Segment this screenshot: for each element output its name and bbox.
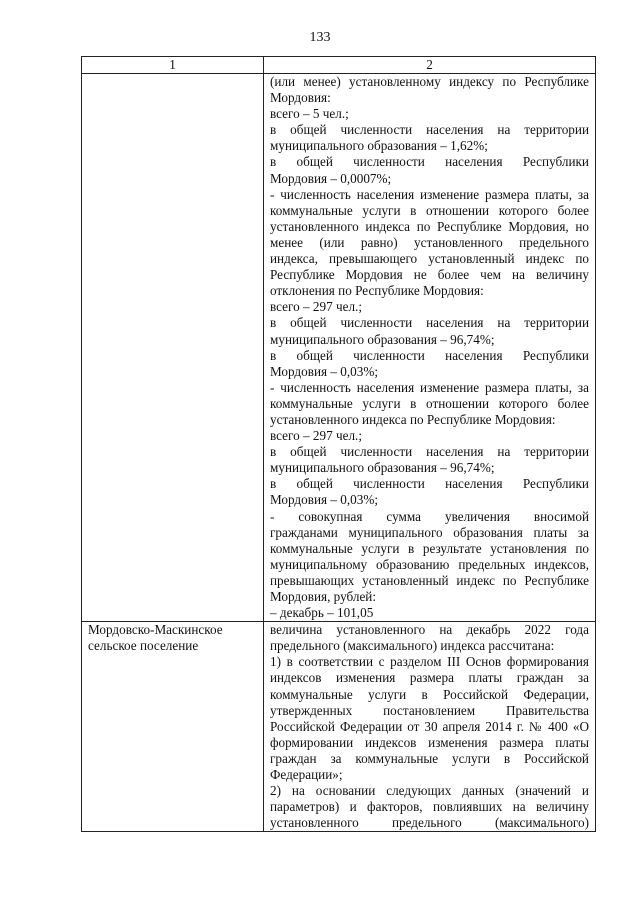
text-line: – декабрь – 101,05 <box>270 605 374 621</box>
text-line: сельское поселение <box>88 638 199 654</box>
text-line: коммунальные услуги в Российской Федерации, <box>270 686 589 702</box>
text-line: Федерации»; <box>270 767 343 783</box>
page-number: 133 <box>309 30 331 45</box>
text-line: параметров) и факторов, повлиявших на величину <box>270 799 589 815</box>
text-line: (или менее) установленному индексу по Республике <box>270 74 589 89</box>
text-line: утвержденных постановлением Правительства <box>270 702 589 718</box>
text-line: Республике Мордовия не более чем на величину <box>270 267 589 283</box>
text-line: коммунальные услуги в результате установления по <box>270 540 589 556</box>
text-line: муниципального образования – 96,74%; <box>270 460 495 476</box>
text-line: менее (или равно) установленного предельного <box>270 234 589 250</box>
cell-municipality <box>82 74 264 622</box>
column-header-2: 2 <box>264 57 596 74</box>
table-row <box>82 622 596 832</box>
text-line: установленного индекса по Республике Мордовия, но <box>270 218 589 234</box>
text-line: всего – 297 чел.; <box>270 299 362 315</box>
text-line: муниципального образования – 1,62%; <box>270 138 488 154</box>
text-line: коммунальные услуги в отношении которого более <box>270 202 589 218</box>
cell-description <box>264 622 596 832</box>
text-line: - совокупная сумма увеличения вносимой <box>270 508 589 524</box>
text-line: всего – 297 чел.; <box>270 428 362 444</box>
text-line: установленного индекса по Республике Мордовия: <box>270 411 556 427</box>
text-line: Мордовско-Маскинское <box>88 622 223 638</box>
text-line: предельного (максимального) индекса рассчитана: <box>270 638 555 654</box>
text-line: в общей численности населения Республики <box>270 154 589 170</box>
text-line: муниципального образования – 96,74%; <box>270 331 495 347</box>
text-line: установленного предельного (максимального) <box>270 815 589 831</box>
text-line: в общей численности населения на территории <box>270 122 589 138</box>
document-table <box>81 56 596 832</box>
text-line: Российской Федерации от 30 апреля 2014 г. № 400 «О <box>270 718 589 734</box>
text-line: формировании индексов изменения размера платы <box>270 734 589 750</box>
text-line: - численность населения изменение размера платы, за <box>270 186 589 202</box>
text-line: Мордовия – 0,03%; <box>270 363 378 379</box>
text-line: отклонения по Республике Мордовия: <box>270 283 484 299</box>
text-line: в общей численности населения на территории <box>270 444 589 460</box>
text-line: гражданами муниципального образования платы за <box>270 524 589 540</box>
text-line: Мордовия: <box>270 90 331 106</box>
column-header-1: 1 <box>82 57 264 74</box>
text-line: в общей численности населения Республики <box>270 347 589 363</box>
cell-municipality <box>82 622 264 832</box>
text-line: 1) в соответствии с разделом III Основ формирования <box>270 654 589 670</box>
text-line: превышающих установленный индекс по Республике <box>270 572 589 588</box>
text-line: индексов изменения размера платы граждан за <box>270 670 589 686</box>
text-line: индекса, превышающего установленный индекс по <box>270 251 589 267</box>
text-line: Мордовия – 0,03%; <box>270 492 378 508</box>
text-line: всего – 5 чел.; <box>270 106 349 122</box>
text-line: 2) на основании следующих данных (значений и <box>270 783 589 799</box>
text-line: величина установленного на декабрь 2022 года <box>270 622 589 638</box>
text-line: Мордовия – 0,0007%; <box>270 170 392 186</box>
text-line: в общей численности населения Республики <box>270 476 589 492</box>
text-line: Мордовия, рублей: <box>270 589 377 604</box>
text-line: граждан за коммунальные услуги в Российской <box>270 750 589 766</box>
table-row <box>82 74 596 622</box>
text-line: - численность населения изменение размера платы, за <box>270 379 589 395</box>
text-line: в общей численности населения на территории <box>270 315 589 331</box>
cell-description <box>264 74 596 622</box>
table-header-row <box>82 57 596 74</box>
text-line: муниципальному образованию предельных индексов, <box>270 556 589 572</box>
text-line: коммунальные услуги в отношении которого более <box>270 395 589 411</box>
